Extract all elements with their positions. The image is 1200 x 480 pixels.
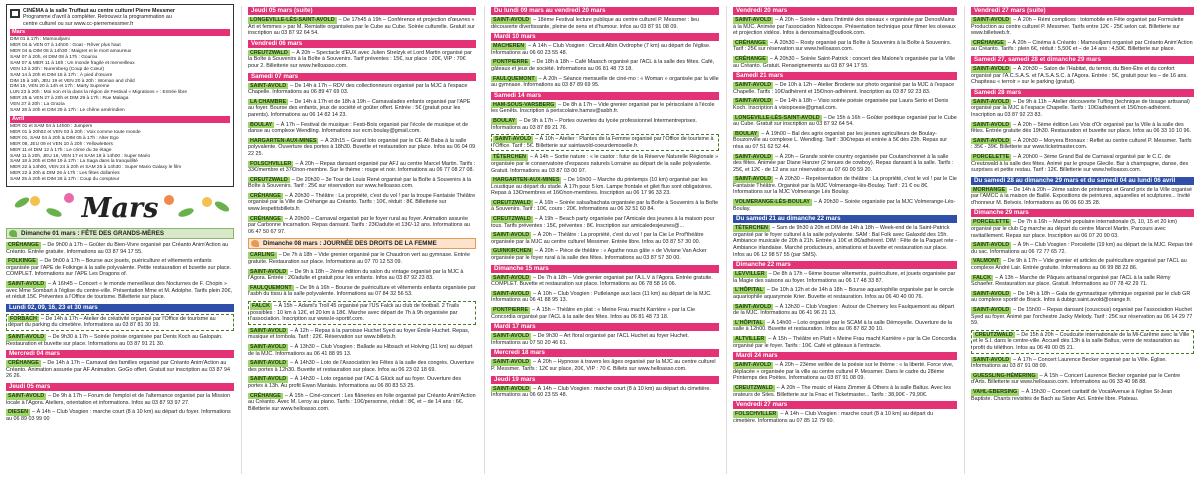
flower-icon xyxy=(202,197,212,207)
flower-icon xyxy=(64,193,74,203)
event: SAINT-AVOLD – 18ème Festival lecture publique au centre culturel P. Messmer : lieu découverte divertissante, pleine de sens et d'humour. Infos au 03 87 91 08 09. xyxy=(491,17,700,30)
event: HAM-SOUS-VARSBERG – De 8h à 17h – Vide grenier organisé par le périscolaire à l'école les Genêts. Inscription à periscolaire.hamsv@asbh.fr. xyxy=(491,101,715,115)
film-listing: MER 22 à 14h00, VEN 24 à 20h et SAM 25 à 14h30 : Super Mario Galaxy le film xyxy=(10,165,182,171)
event: FAULQUEMONT – De 9h à 16h – Bourse de puériculture et vêtements enfants organisée par l'asbh du tissu à la salle polyvalente. Informations au 07 84 32 56 53. xyxy=(248,284,476,298)
event: CREUTZWALD – À 20h – The music of Hans Zimmer & Others à la salle Baltus. Avec les orateurs de Sites. Billetterie sur la Fnac et Ticketmaster... Tarifs : 38,90€ - 79,90€. xyxy=(733,384,951,398)
event: MORHANGE – De 14h à 20h – 2ème salon de printemps et Grand prix de la Ville organisé par l'AMCC à la maison de Baillé. Expositions de peintures, aquarelles et sculptures... Invité d'honneur M. Belvoix. Informations au 06 06 60 35 28. xyxy=(971,186,1193,206)
film-listing: DIM 15 à 16h, JEU 19 et VEN 20 à 20h : Woman and child xyxy=(10,78,135,84)
event: SAINT-AVOLD – À 20h30 – Représentation de théâtre : La propriété, c'est le vol ! par le Cie Fantaisie Théâtre. Organisé par la MJC Volmerange-lès-Boulay. Tarif : 21 € ou 8€. Informations sur la MJC Volmerange Lès Boulay. xyxy=(733,176,957,196)
flower-icon xyxy=(164,195,174,205)
event: SAINT-AVOLD – De 9h30 – Art floral organisé par l'ACL Huchet au foyer Huchet. Informations au 07 50 20 46 61. xyxy=(491,333,689,346)
event: LONGEVILLE-LÈS-SAINT-AVOLD – De 17h45 à 19h – Conférence et projection d'œuvres « Art et femmes » par M. Remiatte organisées par le Cube au Cube. Soirée culturelle. Gratuit sur inscription au 03 87 92 64 54. xyxy=(248,17,475,37)
date-bar: Samedi 28 mars xyxy=(971,89,1194,97)
event: SAINT-AVOLD – À 13h30 – Club Vosgien : Ballade au Hibsach et Holving (11 km) au départ de la MJC. Informations au 06 41 88 95 13. xyxy=(248,343,473,357)
event: SAINT-AVOLD – À 20h – Grande soirée country organisée par Coutanchonnet à la salle des fêtes. Animée par Diane Hanzer (2 tenues de cowboy). Repas dansant à la salle. Tarifs : 25€, et 12€ - de 12 ans sur réservation au 07 60 00 59 20. xyxy=(733,153,954,173)
event: CRÉHANGE – De 9h00 à 17h – Goûter du Bien-Vivre organisé par Créanto Anim'Action au Créanto. Entrée gratuite. Informations au 03 87 94 17 55. xyxy=(6,242,229,255)
column-1 xyxy=(0,0,240,480)
event: FOLSCHVILLER – À 14h – Club Vosgien : marche court (8 à 10 km) au départ du cimetière. Informations au 07 85 12 79 60. xyxy=(733,411,934,424)
event: SAINT-AVOLD – À 14h30 – Loto de l'Association les Fêtes à la salle des congrès. Ouverture des portes à 12h30. Buvette et restauration sur place. Infos au 06 23 02 18 69. xyxy=(248,360,474,373)
date-bar: Du samedi 21 au dimanche 22 mars xyxy=(733,215,957,223)
event: PONTPIERRE – De 18h à 18h – Café Maasch organisé par l'ACL à la salle des fêtes. Café, gâteaux et jeux de société. Informations au 06 81 48 73 18. xyxy=(491,59,715,72)
event: HARGARTEN-AUX-MINES – De 16h00 – Marche du printemps (10 km) organisé par les Loustique au départ du stade. À 17h pour 5 km. Lampe frontale et gilet fluo sont obligatoires. Repas à 13€/membres et 16€/non-membres. Inscription au 06 17 96 33 23. xyxy=(491,177,713,197)
film-listing: MER 04 & DIM 08 à 14h30 : Maigret et le mort amoureux xyxy=(10,49,132,55)
date-bar: Jeudi 19 mars xyxy=(491,376,719,384)
event: ALTVILLER – À 15h – Théâtre en Platt « Meine Frau macht Karrière » par la Cie Concordia organisé par le foyer. Tarifs : 10€. Café et gâteaux à l'entracte. xyxy=(733,335,957,349)
date-bar: Vendredi 27 mars xyxy=(733,401,957,409)
event: BOULAY – À 19h00 – Bal des agris organisé par les jeunes agriculteurs de Boulay-Bouzonville au complexe L. Wendling. Tarif : 30€/repas et entrée à 5€ dès 23h. Repas sur résa au 07 51 62 52 44. xyxy=(733,130,948,150)
event: SAINT-AVOLD – À 14h – Club Vosgien : marche court (8 à 10 km) au départ du cimetière. Informations au 06 60 23 55 48. xyxy=(491,385,711,399)
cinema-avril-list xyxy=(10,124,230,183)
event: GUESSLING-HÉMERING – À 15h – Concert Laurence Becker organisé par le Centre d'Arts. Billetterie sur www.helloasso.com. Informations au 06 33 40 98 88. xyxy=(971,372,1181,386)
date-bar: Dimanche 15 mars xyxy=(491,265,719,273)
event: SAINT-AVOLD – De 14h à 18h – Visio soirée poésie organisée par Laura Serio et Denis Koch. Inscription à visiopoesie@gmail.com. xyxy=(733,98,949,111)
film-listing: MER 08, JEU 09 et VEN 10 à 20h : Yellowletters xyxy=(10,141,113,147)
leaf-icon xyxy=(177,207,194,219)
event: SAINT-AVOLD – À 20h – 23ème veillée de la poésie sur le thème : « la liberté. Force vive, déplacée » organisée par la ville au centre culturel P. Messmer. Dans le cadre du 28ème Printemps des Poètes. Informations au 03 87 91 08 09. xyxy=(733,362,954,382)
event: CREUTZWALD – De 15h à 20h – Coudcuite internationale de la Mi-Carême avec la Ville et le S.I. dans le centre-ville. Accueil dès 13h à la salle Baltus, verre de restauration au profit du téléthon. Infos au 06 49 00 05 21. xyxy=(971,330,1194,354)
date-bar: Samedi 07 mars xyxy=(248,73,476,81)
event: FOLKINGE – De 9h00 à 17h – Bourse aux jouets, puériculture et vêtements enfants organisée par l'APE de Folkinge à la salle polyvalente. Petite restauration et buvette sur place. COMPLET. Informations sur l'APE Les Dragons of. xyxy=(6,258,232,278)
event: LONGEVILLE-LÈS-SAINT-AVOLD – De 15h à 16h – Goûter poétique organisé par le Cube au Cube. Gratuit sur inscription au 03 87 92 64 54. xyxy=(733,114,957,128)
event: HARGARTEN-AUX-MINES – À 20h15 – Grand loto organisé par le CE Ali Baba à la salle polyvalente. Ouverture des portes à 18h30. Buvette et restauration sur place. Infos au 06 04 09 22 25. xyxy=(248,137,476,157)
date-bar: Mardi 10 mars xyxy=(491,33,719,41)
cinema-subheading-2: centre culturel ou sur www.cc-pierremessmer.fr xyxy=(23,20,134,27)
event: CRÉHANGE – De 14h à 17h – Carnaval des familles organisé par Créanto Anim'Action au Créanto. Animation assurée par AF Animation. GoGo offert. Gratuit sur inscription au 03 87 94 26 26. xyxy=(6,360,231,380)
date-bar: Mardi 17 mars xyxy=(491,323,719,331)
film-listing: MER 11 et DIM 12 à 17h : Le crime du 3e étage xyxy=(10,147,112,153)
column-3 xyxy=(485,0,725,480)
film-listing: MER 25 & VEN 27 à 20h et DIM 29 à 17h : Rue Malaga xyxy=(10,96,129,102)
film-listing: MER 01, SAM 04 à 20h & DIM 05 à 17h : Alter Ego xyxy=(10,135,119,141)
event: TÉTERCHEN – Sam de 9h30 à 20h et DIM de 14h à 18h – Week-end de la Saint-Patrick organisé par le foyer culturel à la salle polyvalente. SAM : Bal Folk avec Galaxdd des 15h. Ambiance musicale de 20h à 21h. Entrée à 10€ et 8€/adhérent. DIM : Fête de la Paquet rete - Ambiance irlandaise. Marché producteurs, animations et buvette et restauration sur place. Infos au 06 12 98 57 55 (par SMS). xyxy=(733,225,957,258)
film-listing: SAM 07 & MER 11 à 18h : Un monde fragile et merveilleux xyxy=(10,60,135,66)
cinema-header xyxy=(10,8,230,27)
date-bar: Vendredi 27 mars (suite) xyxy=(971,7,1194,15)
film-listing: MER 01 à 20h02 et VEN 03 à 20h : Voix comme toute monde xyxy=(10,129,141,135)
leaf-icon xyxy=(213,200,230,214)
event: CARLING – De 7h à 18h – Vide grenier organisé par le Chaudron vert au gymnase. Entrée gratuite. Restauration sur place. Informations au 07 70 12 53 09. xyxy=(248,252,470,266)
flower-icon xyxy=(251,240,259,247)
film-listing: DIM 01 à 17h : Mamouiljami xyxy=(10,37,70,43)
theme-day-bar: Dimanche 01 mars : FÊTE DES GRANDS-MÈRES xyxy=(6,228,234,239)
cinema-heading: CINÉMA à la salle Truffaut au centre culturel Pierre Messmer xyxy=(23,8,175,14)
date-bar: Mercredi 18 mars xyxy=(491,349,719,357)
column-4 xyxy=(727,0,963,480)
event: SAINT-AVOLD – De 15h00 – Repas dansant (couscous) organisé par l'association Huchet Syed au foyer. Animé par l'orchestre Jacky Melody. Tarif : 25€ sur réservation au 06 14 29 77 59. xyxy=(971,307,1193,327)
event: SAINT-AVOLD – À 20h30 – Salon de l'Habitat, du terroir, du Bien-Être et du confort organisé par l'A.C.S.A.S. et l'A.S.A.S.C. à l'Agora. Entrée : 5€, gratuit pour les – de 16 ans. Chapiteau « terroir » sur le parking (gratuit). xyxy=(971,65,1188,86)
event: CRÉHANGE – À 20h30 – Théâtre : La propriété, c'est du vol ! par la troupe Fantaisie Théâtre organisé par la Ville de Créhange au Créanto. Tarifs : 10€, réduit : 8€. Billetterie sur www.lespetitsbillets.fr. xyxy=(248,192,476,213)
event: VALMONT – De 9h à 17h – Vide grenier et articles de puériculture organisé par l'ACL au complexe André Lair. Entrée gratuite. Informations au 06 99 88 22 86. xyxy=(971,258,1187,272)
cinema-avril-label: Avril xyxy=(10,116,230,123)
film-icon xyxy=(10,9,20,18)
event: FOLSCHVILLER – À 20h – Repas dansant organisé par AFJ au centre Marcel Martin. Tarifs : 33€/membre et 37€/non-membre. Sur le thème : rouge et noir. Informations au 06 77 08 27 08. xyxy=(248,160,476,174)
event: SAINT-AVOLD – De 7h à 18h – Vide grenier organisé par l'A.L.V à l'Agora. Entrée gratuite. COMPLET. Buvette et restauration sur place. Informations au 06 78 58 16 06. xyxy=(491,274,713,288)
theme-day-bar: Dimanche 08 mars : JOURNÉE DES DROITS DE LA FEMME xyxy=(248,238,476,249)
event: SAINT-AVOLD – De 14h à 17h – RDV des collectionneurs organisé par la MJC à l'espace Chapelle. Informations au 06 89 47 69 03. xyxy=(248,82,468,96)
event: SAINT-AVOLD – De 10h à 12h – Atelier Broderie sur photo organisé par la MJC à l'espace Chapelle. Tarifs : 10€/adhérent et 15€/non-adhérent. Inscription au 03 87 92 23 83. xyxy=(733,82,955,95)
flower-icon xyxy=(9,230,17,237)
event: L'HÔPITAL – À 14h00 – Loto organisé par le SCAM à la salle Démoyelle. Ouverture de la salle à 12h00. Buvette et restauration. Infos au 06 87 82 30 10. xyxy=(733,319,953,333)
event: MACHEREN – À 14h – Club Vosgien : Circuit Albin Ovdrophe (7 km) au départ de l'église. Informations au 06 60 23 55 48. xyxy=(491,43,711,56)
date-bar: Dimanche 29 mars xyxy=(971,209,1194,217)
event: SAINT-AVOLD – À 20h – Rémi complices : totomobile en Fête organisé par Formulette Production au centre culturel P. Messmer. Tarifs entre 12€ - 25€ selon cat. Billetterie sur www.billetweb.fr. xyxy=(971,17,1184,37)
film-listing: MER 01 et SAM 04 à 14h00 : Jumpers xyxy=(10,124,93,129)
cinema-box xyxy=(6,4,234,187)
event: CREUTZWALD – À 16h – Soirée salsa/bachata organisée par la Boîte à Souvenirs à la Boîte à Souvenirs. Tarif : 10€, cours : 20€. Informations au 06 32 51 60 84. xyxy=(491,199,719,213)
film-listing: LUN 23 à 20h : Moi non et la dans la région de Festival « Migrations » : Entrée libre xyxy=(10,90,188,96)
date-bar: Du samedi 28 au dimanche 29 mars et du samedi 04 au lundi 06 avril xyxy=(971,177,1194,185)
date-bar: Vendredi 20 mars xyxy=(733,7,957,15)
event: CRÉHANGE – À 15h – Ciné-concert : Les flâneries en folie organisé par Créanto Anim'Action au Créanto. Avec M. Leroy au piano. Tarifs : 10€/personne, réduit : 8€, et – de 14 ans : 6€. Billetterie sur www.helloasso.com. xyxy=(248,392,476,412)
event: PONTPIERRE – À 15h – Théâtre en plat : « Meine Frau macht Karrière » par la Cie Concordia organisé par l'ACL à la salle des fêtes. Infos au 06 81 48 73 18. xyxy=(491,307,695,320)
film-listing: VEN 27 à 20h : La Grazia xyxy=(10,102,65,108)
event: LA CHAMBRE – De 14h à 17h et de 18h à 19h – Carnavalades enfants organisé par l'APE au foyer. Bourse des enfants, jeux de société et goûter offert. Entrée : 5€ (gratuit pour les parents). Informations au 06 14 82 14 23. xyxy=(248,98,471,118)
event: SAINT-AVOLD – À 20h30 – Moryera Bronaux : Reflet au centre culturel P. Messmer. Tarifs : 35€ - 39€. Billetterie sur www.ticketmaster.com. xyxy=(971,137,1192,151)
event: LEVVILLER – De 8h à 17h – 6ème bourse vêtements, puériculture, et jouets organisée par la Magie des saisons au foyer. Informations au 06 17 48 33 87. xyxy=(733,271,956,284)
leaf-icon xyxy=(13,196,30,210)
film-listing: SAM 18 à 20h et DIM 19 à 17h : La Saga dans la tranquillité xyxy=(10,159,138,165)
event: TÉTERCHEN – À 14h – Sortie nature : « le castor : futur de la Réserve Naturelle Régionale » organisée par le conservatoire d'espaces naturels Lorraine au départ de la salle polyvalente. Gratuit. Informations au 03 87 03 00 97. xyxy=(491,154,719,174)
event: CREUTZWALD – À 20h – Spectacle d'EUX avec Julien Strelzyk et Lord Martin organisé par la Boîte à Souvenirs à la Boîte à Souvenirs. Tarif préventes : 15€, sur place : 20€, VIP : 70€ pour 2. Billetterie sur www.helloasso.com. xyxy=(248,49,472,69)
event: SAINT-AVOLD – À 10h – Atelier : Plantes de la Femme organisé par l'Office de tourisme à l'Office. Tarif : 5€. Billetterie sur saintavold-coeurdemoselle.fr. xyxy=(491,134,719,151)
event: SAINT-AVOLD – À 12h – Repas à la paroisse Huchet Syed au foyer Émile Huchet. Repas, musique et tombola. Tarif : 22€. Réservation sur www.billets.fr. xyxy=(248,327,470,341)
event: CRÉHANGE – À 20h – Cinéma à Créanto : Mamouiljami organisé par Créanto Anim'Action au Créanto. Tarifs : plein 6€, réduit : 5,50€ et – de 14 ans : 4,50€. Billetterie sur place. xyxy=(971,39,1193,53)
event: SAINT-AVOLD – De 14h à 18h – Gala de gymnastique rythmique organisé par le club GR au complexe sportif de Brack. Infos à dubigr.saint.avold@orange.fr. xyxy=(971,290,1191,304)
event: SAINT-AVOLD – De 9h à 18h – 2ème édition du salon du vintage organisé par la MJC à l'Agora. Entrée : 2€/adulte et gratuit pour les enfants. Infos au 03 87 92 23 83. xyxy=(248,268,464,282)
cinema-subheading: Programme d'avril à compléter. Retrouvez la programmation au xyxy=(23,14,172,21)
event: CRÉHANGE – À 20h30 – Soirée Saint-Patrick : concert des Malone's organisée par la Ville au Créanto. Gratuit. Renseignements au 03 87 94 17 55. xyxy=(733,55,956,69)
date-bar: Mardi 24 mars xyxy=(733,352,957,360)
event: PORCELETTE – À 20h00 – 3ème Grand Bal de Carnaval organisé par le C.C. de Creutzwald à la salle des fêtes. Animé par le groupe Glecile. Bar à champagne, danse, des surprises et petite restau. Tarif : 12€. Billetterie sur www.helloasso.com. xyxy=(971,153,1189,174)
cinema-mars-list xyxy=(10,37,230,114)
film-listing: VEN 13 à 20h : Nuremberg (Coup de Cœur) xyxy=(10,66,105,72)
event: CREUTZWALD – À 19h – Beach party organisée par l'Amicale des jeunes à la maison pour tous. Tarifs préventes : 15€, préventes : 8€. Inscription sur amicaledesjeunes@... xyxy=(491,216,715,229)
event: L'HÔPITAL – De 10h à 12h et de 14h à 18h – Bourse aquariophilie organisée par le cercle aquariophile aquarymoie Krier. Buvette et restauration. Infos au 06 40 40 00 76. xyxy=(733,287,954,300)
event: FAULQUEMONT – À 20h – Séance mensuelle de ciné-mo : « Woman » organisée par la ville au gymnase. Informations au 03 87 89 69 95. xyxy=(491,75,719,89)
event: SAINT-AVOLD – De 9h à 11h – Atelier découverte Tufting (technique de tissage artisanal) organisé par la MJC à l'espace Chapelle. Tarifs : 10€/adhérent et 15€/non-adhérent. Inscription au 03 87 92 23 83. xyxy=(971,98,1190,118)
event: SAINT-AVOLD – À 13h30 – Club Vosgien : Autour de Chemery les Faulquemont au départ de la MJC. Informations au 06 41 96 21 13. xyxy=(733,303,955,317)
film-listing: SAM 07 à 20h, et DIM 08 à 17h : Gourou xyxy=(10,54,98,60)
month-title: Mars xyxy=(81,192,159,224)
film-listing: MER 04 & VEN 07 à 14h00 : Goat - Rêver plus haut xyxy=(10,43,121,49)
event: VAHL-EBERSING – À 15h30 – Concert caritatif de VocalAvenue à l'église St-Jean Baptiste. Chants revisités de Bach au Sister Act. Entrée libre. Plateau. xyxy=(971,388,1173,402)
film-listing: SAM 11 à 20h, JEU 16, VEN 17 et SAM 18 à 14h00 : Super Mario xyxy=(10,153,151,159)
event: SAINT-AVOLD – À 20h – Soirée « dans l'intimité des oiseaux » organisée par DenosMains à la MJC. Animée par l'association Nidoscope. Présentation technique pour filmer les oiseaux et projection vidéos. Infos à denosmains@outlook.com. xyxy=(733,17,956,37)
event: SAINT-AVOLD – À 17h – Concert Laurence Becker organisé par la Ville. Église. Informations au 03 87 91 08 09. xyxy=(971,356,1167,370)
date-bar: Samedi 14 mars xyxy=(491,92,719,100)
cinema-mars-label: Mars xyxy=(10,29,230,36)
event: GUINKIRCHEN – À 20h – Pièce de théâtre : « Agathe nous gâte » de Viviane Van Acker organisée par le foyer rural à la salle des fêtes. Informations au 03 87 57 30 00. xyxy=(491,248,707,262)
event: FORBACH – De 14h à 17h – Atelier de créativité organisé par l'Office de tourisme au départ du parking du cimetière. Informations au 03 87 81 30 19. xyxy=(6,314,234,331)
date-bar: Jeudi 05 mars (suite) xyxy=(248,7,476,15)
event: PORCELETTE – De 7h à 16h – Marché populaire internationale (5, 10, 15 et 20 km) organisé par le club Cg marche au départ du centre Marcel Martin. Parcours avec ravitaillement. Repas sur place. Inscription au 06 07 20 90 03. xyxy=(971,219,1177,239)
film-listing: SAM 14 à 20h et DIM 15 à 17h : À pied d'œuvre xyxy=(10,72,113,78)
column-2 xyxy=(242,0,482,480)
event: DIESEN – À 14h – Club Vosgien : marche court (8 à 10 km) au départ du foyer. Informations au 06 89 03 99 00 xyxy=(6,409,231,422)
event: CRÉHANGE – À 20h00 – Carnaval organisé par le foyer rural au foyer. Animation assurée par Carbonne Incarnation. Repas dansant. Tarifs : 23€/adulte et 13€/-12 ans. Informations au 06 47 50 67 97. xyxy=(248,215,470,235)
film-listing: MER 22 à 20h & DIM 26 à 17h : Les fêtes dollarées xyxy=(10,171,120,177)
date-bar: Jeudi 05 mars xyxy=(6,383,234,391)
date-bar: Lundi 02, 09, 16, 23 et 30 mars xyxy=(6,304,234,312)
leaf-icon xyxy=(45,207,62,219)
date-bar: Du lundi 09 mars au vendredi 20 mars xyxy=(491,7,719,15)
event: CRÉHANGE – À 20h30 – Rosty organisé par la Boîte à Souvenirs à la Boîte à Souvenirs. Tarif : 25€ sur réservation sur www.helloasso.com. xyxy=(733,39,952,53)
event: SAINT-AVOLD – À 9h – Club Vosgien : Porcelette (19 km) au départ de la MJC. Repas tiré du sac. Informations au 06 72 77 65 72. xyxy=(971,242,1193,255)
event: FALCK – À 15h – Adami's Troll 45 organisé par l'US Falck au club de football. 2 Trails possibles : 10 km à 12€, et 20 km à 18€. Marche avec départ de 7h à 9h organisée par l'association. Inscription sur www.le-sportif.com. xyxy=(248,301,476,325)
event: FALCK – À 13h – Marche de Pâques artisanal organisé par l'ACL à la salle Rémy Schaefer. Restauration sur place. Gratuit. Informations au 07 78 42 29 71. xyxy=(971,274,1171,288)
event: CREUTZWALD – De 20h30 – 3e Tour de Louis René organisé par la Boîte à Souvenirs à la Boîte à Souvenirs. Tarif : 25€ sur réservation sur www.helloasso.com. xyxy=(248,176,472,190)
event: BOULAY – De 9h à 17h – Portes ouvertes du lycée professionnel Intermentreprises. Informations au 03 87 89 21 76. xyxy=(491,117,697,131)
event: SAINT-AVOLD – De 9h à 17h – Forum de l'emploi et de l'alternance organisé par la Mission locale à l'Agora. Ateliers, orientation et informations. Infos au 03 87 93 97 27. xyxy=(6,392,230,406)
event: SAINT-AVOLD – À 20h – 5ème édition Les Voix d'Or organisé par la Ville à la salle des fêtes. Entrée gratuite dès 19h30. Restauration et buvette sur place. Infos au 06 33 10 10 96. xyxy=(971,121,1191,135)
date-bar: Dimanche 22 mars xyxy=(733,261,957,269)
event: SAINT-AVOLD – De 9h30 à 17h – Soirée poésie organisée par Denis Koch au Galopain. Restauration et buvette sur place. Informations au 03 87 91 21 30. xyxy=(6,334,223,347)
date-bar: Mercredi 04 mars xyxy=(6,350,234,358)
event: SAINT-AVOLD – À 14h30 – Loto organisé par l'AC & Glück auf au foyer. Ouverture des portes à 13h. Au profit Ewan Maniais. Informations au 06 80 83 53 25. xyxy=(248,376,462,389)
film-listing: DIM 15, VEN 20 à 14h et 17h : Marty Supreme xyxy=(10,84,110,90)
date-bar: Samedi 27, samedi 28 et dimanche 29 mars xyxy=(971,56,1194,64)
date-bar: Vendredi 06 mars xyxy=(248,40,476,48)
event: SAINT-AVOLD – À 16h45 – Concert « le monde merveilleux des Nocturnes de F. Chopin » avec Mme Sombart à l'église du centre-ville. Présentation Mme et M. Adolphe. Tarifs plein 20€, et réduit 15€. Préventes à l'Office de tourisme. Billetterie sur place. xyxy=(6,281,232,301)
event: VOLMERANGE-LÈS-BOULAY – À 20h30 – Soirée organisée par la MJC Volmerange-Lès-Boulay. xyxy=(733,199,956,212)
event: BOULAY – À 17h – Festival de musique : Festi-Bois organisé par l'école de musique et de danse au complexe Wendling. Informations sur ecm.boulay@gmail.com. xyxy=(248,121,469,135)
flower-icon xyxy=(30,196,40,206)
event: SAINT-AVOLD – À 10h – Club Vosgien : Putlelange aux lacs (11 km) au départ de la MJC. Informations au 06 41 88 95 13. xyxy=(491,290,712,304)
film-listing: SAM 28 à 20h et DIM 29 à 17h : Le chêne amérindien xyxy=(10,108,125,114)
month-banner xyxy=(6,191,234,225)
column-5 xyxy=(965,0,1200,480)
event: SAINT-AVOLD – À 20h – Théâtre : La propriété, c'est du vol ! par la Cie Le Prof'théâtre organisée par la MJC au centre culturel Messmer. Entrée libre. Infos au 03 87 57 30 00. xyxy=(491,232,704,245)
date-bar: Samedi 21 mars xyxy=(733,72,957,80)
event: SAINT-AVOLD – À 20h – Hypnose à travers les âges organisé par la MJC au centre culturel P. Messmer. Tarifs : 12€ sur place, 20€, VIP : 70 €. Billets sur www.helloasso.com. xyxy=(491,359,716,372)
film-listing: SAM 25 à 20h et DIM 26 à 17h : Coup du compteur xyxy=(10,177,120,183)
